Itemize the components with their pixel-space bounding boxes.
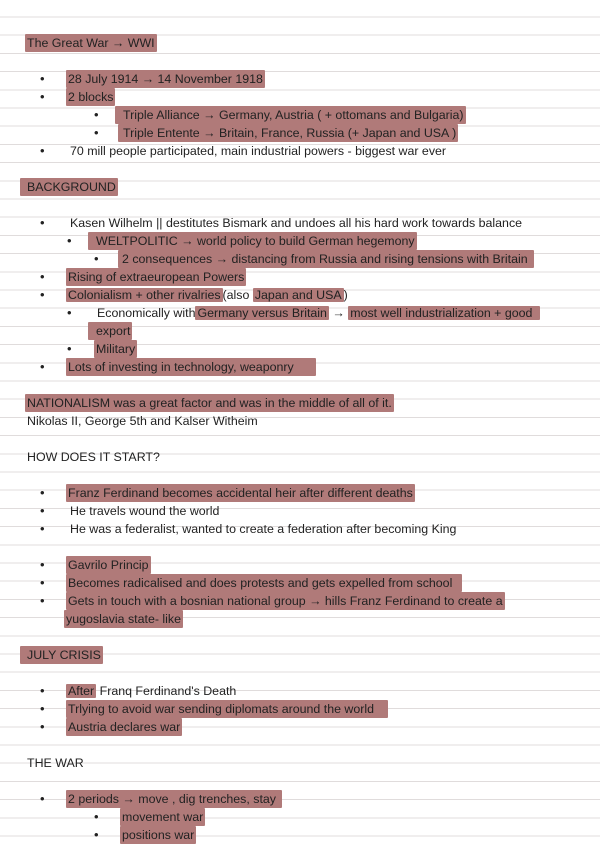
note-text: → — [332, 306, 345, 320]
note-text: Colonialism + other rivalries — [68, 288, 221, 302]
note-title: The Great War → WWI — [27, 36, 155, 50]
note-line — [0, 412, 600, 430]
note-line — [0, 826, 600, 844]
note-line — [0, 322, 600, 340]
note-text: 28 July 1914 → 14 November 1918 — [68, 72, 263, 86]
note-line — [0, 682, 600, 700]
section-heading: HOW DOES IT START? — [27, 450, 160, 464]
note-text: Franq Ferdinand's Death — [99, 684, 237, 698]
bullet-icon: • — [67, 233, 72, 248]
bullet-icon: • — [40, 503, 45, 518]
note-line — [0, 178, 600, 196]
bullet-icon: • — [40, 719, 45, 734]
bullet-icon: • — [40, 593, 45, 608]
note-text: Rising of extraeuropean Powers — [68, 270, 245, 284]
note-text: Japan and USA — [254, 288, 342, 302]
note-line — [0, 448, 600, 466]
note-line — [0, 754, 600, 772]
note-line — [0, 556, 600, 574]
bullet-icon: • — [40, 89, 45, 104]
note-text: yugoslavia state- like — [66, 612, 182, 626]
note-line — [0, 808, 600, 826]
note-line — [0, 718, 600, 736]
note-text: positions war — [122, 828, 195, 842]
bullet-icon: • — [94, 809, 99, 824]
note-line — [0, 646, 600, 664]
note-line — [0, 232, 600, 250]
bullet-icon: • — [94, 827, 99, 842]
bullet-icon: • — [40, 485, 45, 500]
bullet-icon: • — [40, 215, 45, 230]
bullet-icon: • — [40, 683, 45, 698]
note-line — [0, 268, 600, 286]
note-text: Nikolas II, George 5th and Kalser Witheim — [27, 414, 258, 428]
note-line — [0, 88, 600, 106]
note-line — [0, 790, 600, 808]
bullet-icon: • — [40, 287, 45, 302]
note-text: He was a federalist, wanted to create a federation after becoming King — [70, 522, 457, 536]
note-text: ) — [343, 288, 348, 302]
note-text: 70 mill people participated, main industrial powers - biggest war ever — [70, 144, 447, 158]
bullet-icon: • — [94, 125, 99, 140]
note-text: Military — [96, 342, 136, 356]
note-text: NATIONALISM was a great factor and was in the middle of all of it. — [27, 396, 392, 410]
note-line — [0, 484, 600, 502]
note-line — [0, 520, 600, 538]
note-text: Triple Alliance → Germany, Austria ( + ottomans and Bulgaria) — [115, 106, 466, 124]
bullet-icon: • — [40, 791, 45, 806]
note-line — [0, 610, 600, 628]
bullet-icon: • — [94, 251, 99, 266]
note-line — [0, 574, 600, 592]
note-text: He travels wound the world — [70, 504, 220, 518]
note-line — [0, 394, 600, 412]
note-text: Germany versus Britain — [197, 306, 327, 320]
note-text: WELTPOLITIC → world policy to build German hegemony — [88, 232, 417, 250]
note-line — [0, 106, 600, 124]
note-line — [0, 124, 600, 142]
note-line — [0, 286, 600, 304]
note-line — [0, 250, 600, 268]
note-line — [0, 700, 600, 718]
bullet-icon: • — [67, 341, 72, 356]
bullet-icon: • — [40, 71, 45, 86]
note-text: After — [68, 684, 95, 698]
note-text: 2 periods → move , dig trenches, stay — [66, 790, 282, 808]
note-line — [0, 304, 600, 322]
note-text: movement war — [122, 810, 204, 824]
bullet-icon: • — [40, 557, 45, 572]
note-text: most well industrialization + good — [348, 306, 540, 320]
note-text: export — [88, 322, 132, 340]
note-text: Triple Entente → Britain, France, Russia (+ Japan and USA ) — [118, 124, 458, 142]
note-text: Lots of investing in technology, weaponry — [66, 358, 316, 376]
note-text: Economically with — [97, 306, 196, 320]
note-text: Gavrilo Princip — [68, 558, 149, 572]
note-line — [0, 340, 600, 358]
note-text: (also — [222, 288, 250, 302]
bullet-icon: • — [40, 143, 45, 158]
note-text: Austria declares war — [68, 720, 181, 734]
bullet-icon: • — [67, 305, 72, 320]
note-line — [0, 358, 600, 376]
note-line — [0, 34, 600, 52]
note-line — [0, 70, 600, 88]
note-text: Kasen Wilhelm || destitutes Bismark and undoes all his hard work towards balance — [70, 216, 523, 230]
note-line — [0, 502, 600, 520]
section-heading: THE WAR — [27, 756, 84, 770]
bullet-icon: • — [40, 359, 45, 374]
bullet-icon: • — [94, 107, 99, 122]
note-text: Trlying to avoid war sending diplomats around the world — [66, 700, 388, 718]
section-heading: BACKGROUND — [20, 178, 118, 196]
note-line — [0, 214, 600, 232]
note-text: Franz Ferdinand becomes accidental heir after different deaths — [68, 486, 413, 500]
note-text: Becomes radicalised and does protests and gets expelled from school — [66, 574, 462, 592]
note-line — [0, 592, 600, 610]
note-line — [0, 142, 600, 160]
bullet-icon: • — [40, 701, 45, 716]
note-text: 2 blocks — [68, 90, 114, 104]
bullet-icon: • — [40, 575, 45, 590]
bullet-icon: • — [40, 269, 45, 284]
bullet-icon: • — [40, 521, 45, 536]
note-text: 2 consequences → distancing from Russia and rising tensions with Britain — [118, 250, 534, 268]
section-heading: JULY CRISIS — [20, 646, 103, 664]
note-text: Gets in touch with a bosnian national group → hills Franz Ferdinand to create a — [68, 594, 503, 608]
